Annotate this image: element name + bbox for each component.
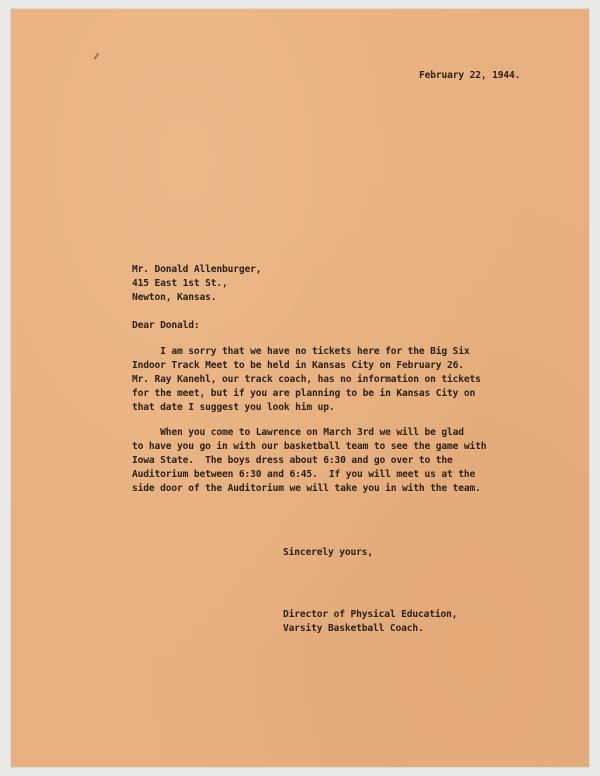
recipient-street: 415 East 1st St., bbox=[132, 278, 228, 289]
letter-date: February 22, 1944. bbox=[419, 70, 521, 81]
letter-page bbox=[11, 9, 589, 767]
paragraph-1-line-1: I am sorry that we have no tickets here for the Big Six bbox=[132, 346, 470, 357]
signature-title-1: Director of Physical Education, bbox=[283, 609, 458, 620]
paragraph-2-line-2: to have you go in with our basketball team to see the game with bbox=[132, 441, 487, 452]
salutation: Dear Donald: bbox=[132, 320, 200, 331]
paragraph-2-line-3: Iowa State. The boys dress about 6:30 and go over to the bbox=[132, 455, 453, 466]
paragraph-1-line-5: that date I suggest you look him up. bbox=[132, 402, 335, 413]
paragraph-1-line-2: Indoor Track Meet to be held in Kansas City on February 26. bbox=[132, 360, 464, 371]
recipient-city: Newton, Kansas. bbox=[132, 292, 217, 303]
paragraph-2-line-5: side door of the Auditorium we will take you in with the team. bbox=[132, 483, 481, 494]
paragraph-1-line-4: for the meet, but if you are planning to be in Kansas City on bbox=[132, 388, 476, 399]
paragraph-1-line-3: Mr. Ray Kanehl, our track coach, has no information on tickets bbox=[132, 374, 481, 385]
signature-title-2: Varsity Basketball Coach. bbox=[283, 623, 424, 634]
paragraph-2-line-1: When you come to Lawrence on March 3rd we will be glad bbox=[132, 427, 464, 438]
pencil-mark bbox=[94, 53, 100, 60]
paragraph-2-line-4: Auditorium between 6:30 and 6:45. If you will meet us at the bbox=[132, 469, 476, 480]
recipient-name: Mr. Donald Allenburger, bbox=[132, 264, 262, 275]
closing: Sincerely yours, bbox=[283, 547, 374, 558]
